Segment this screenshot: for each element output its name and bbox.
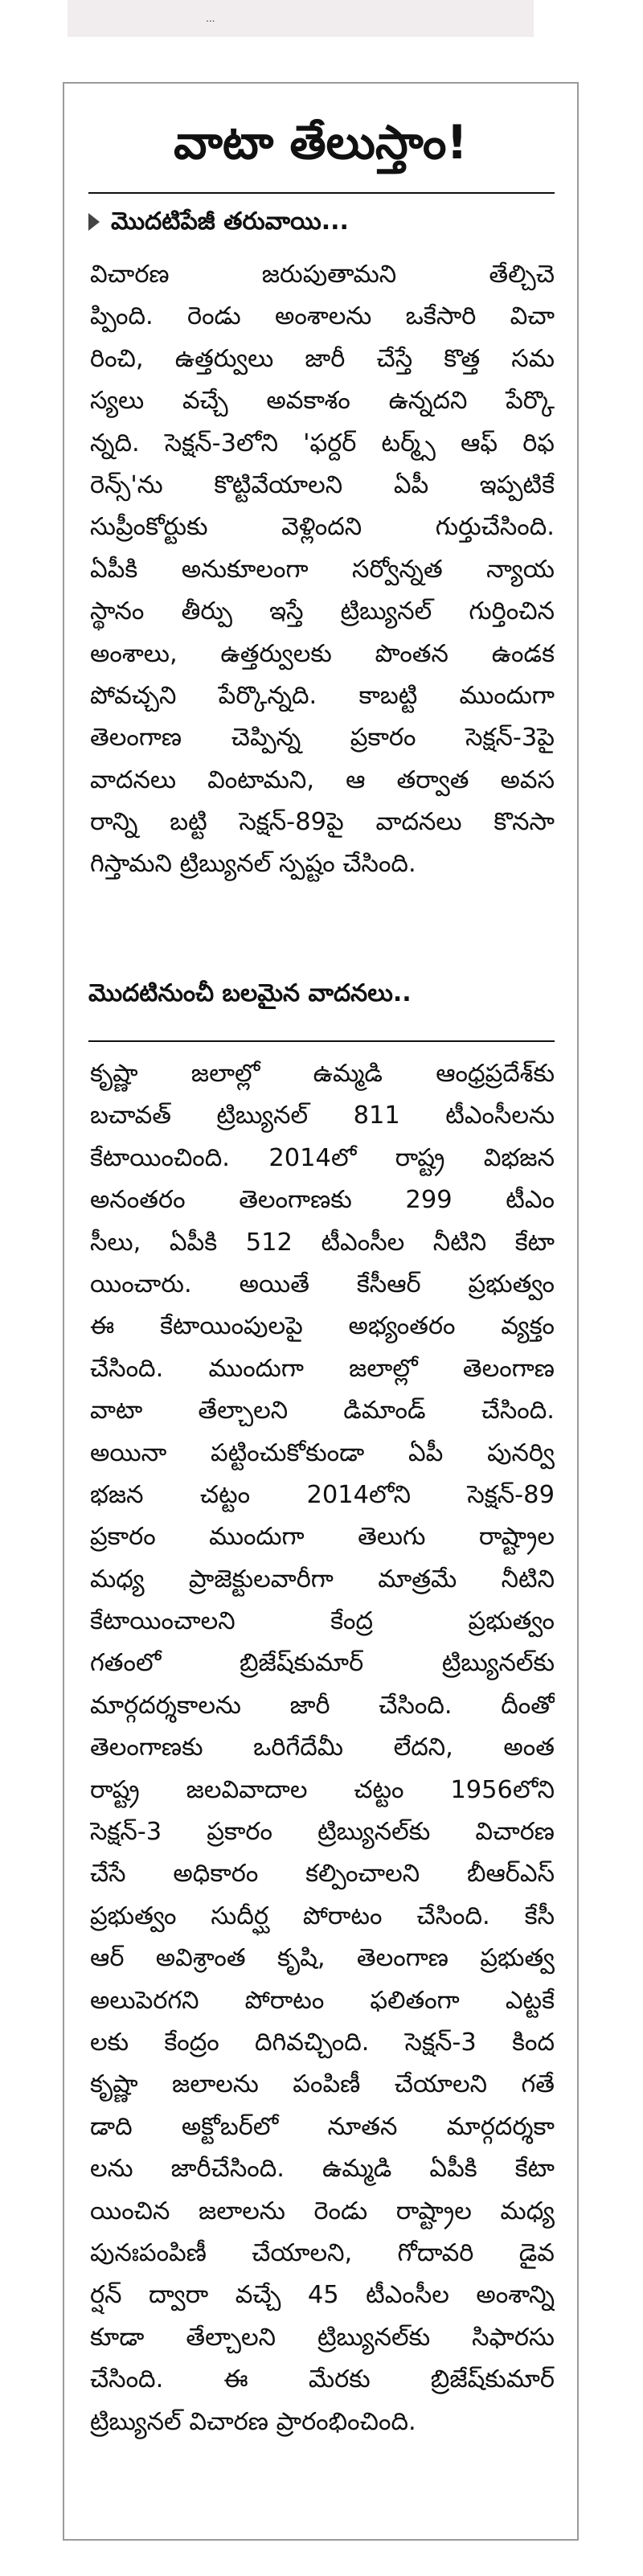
text-line: ర్షన్ ద్వారా వచ్చే 45 టీఎంసీల అంశాన్ని [90,2281,555,2310]
previous-article-strip [68,0,534,37]
previous-article-text: ... [206,14,215,23]
article-box [63,82,579,2541]
text-line: కృష్ణా జలాల్లో ఉమ్మడి ఆంధ్రప్రదేశ్‌కు [90,1060,555,1088]
text-line: న్నది. సెక్షన్-3లోని 'ఫర్దర్ టర్మ్స్ ఆఫ్ రిఫ [90,429,555,457]
text-line: డాది అక్టోబర్‌లో నూతన మార్గదర్శకా [90,2112,555,2141]
text-line: కేటాయించింది. 2014లో రాష్ట్ర విభజన [90,1143,555,1172]
text-line: యించారు. అయితే కేసీఆర్ ప్రభుత్వం [90,1270,555,1298]
text-line: భజన చట్టం 2014లోని సెక్షన్-89 [90,1480,555,1509]
text-line: ఆర్ అవిశ్రాంత కృషి, తెలంగాణ ప్రభుత్వ [90,1944,555,1973]
text-line: ప్పింది. రెండు అంశాలను ఒకేసారి విచా [90,302,555,331]
article-headline: వాటా తేలుస్తాం! [174,115,468,170]
headline-divider [88,192,555,194]
text-line: వాదనలు వింటామని, ఆ తర్వాత అవస [90,765,555,794]
text-line: లకు కేంద్రం దిగివచ్చింది. సెక్షన్-3 కింద [90,2028,555,2057]
section-heading: మొదటినుంచీ బలమైన వాదనలు.. [88,979,412,1007]
text-line: గిస్తామని ట్రిబ్యునల్ స్పష్టం చేసింది. [90,850,416,879]
text-line: వాటా తేల్చాలని డిమాండ్ చేసింది. [90,1397,555,1425]
text-line: మధ్య ప్రాజెక్టులవారీగా మాత్రమే నీటిని [90,1565,555,1594]
text-line: ప్రభుత్వం సుదీర్ఘ పోరాటం చేసింది. కేసీ [90,1901,555,1930]
text-line: పునఃపంపిణీ చేయాలని, గోదావరి డైవ [90,2238,555,2267]
text-line: అంశాలు, ఉత్తర్వులకు పొంతన ఉండక [90,639,555,668]
text-line: తెలంగాణ చెప్పిన్న ప్రకారం సెక్షన్-3పై [90,724,555,753]
text-line: ఈ కేటాయింపులపై అభ్యంతరం వ్యక్తం [90,1312,555,1341]
text-line: కేటాయించాలని కేంద్ర ప్రభుత్వం [90,1607,555,1636]
text-line: సుప్రీంకోర్టుకు వెళ్లిందని గుర్తుచేసింది. [90,513,555,542]
text-line: ట్రిబ్యునల్ విచారణ ప్రారంభించింది. [90,2407,416,2436]
text-line: చేసే అధికారం కల్పించాలని బీఆర్ఎస్ [90,1860,555,1889]
text-line: రించి, ఉత్తర్వులు జారీ చేస్తే కొత్త సమ [90,344,555,373]
text-line: రెన్స్'ను కొట్టివేయాలని ఏపీ ఇప్పటికే [90,470,555,499]
chevron-right-icon [88,213,100,231]
text-line: ఏపీకి అనుకూలంగా సర్వోన్నత న్యాయ [90,555,555,584]
continuation-label-text: మొదటిపేజీ తరువాయి... [111,207,349,236]
text-line: గతంలో బ్రిజేష్‌కుమార్ ట్రిబ్యునల్‌కు [90,1649,555,1678]
text-line: స్యలు వచ్చే అవకాశం ఉన్నదని పేర్కొ [90,387,555,416]
text-line: స్థానం తీర్పు ఇస్తే ట్రిబ్యునల్ గుర్తించిన [90,597,555,626]
text-line: కూడా తేల్చాలని ట్రిబ్యునల్‌కు సిఫారసు [90,2323,555,2352]
text-line: రాన్ని బట్టి సెక్షన్-89పై వాదనలు కొనసా [90,808,555,837]
section-divider [88,1040,555,1042]
text-line: అయినా పట్టించుకోకుండా ఏపీ పునర్వి [90,1438,555,1467]
text-line: బచావత్ ట్రిబ్యునల్ 811 టీఎంసీలను [90,1101,555,1130]
text-line: సెక్షన్-3 ప్రకారం ట్రిబ్యునల్‌కు విచారణ [90,1818,555,1847]
text-line: పోవచ్చని పేర్కొన్నది. కాబట్టి ముందుగా [90,681,555,710]
text-line: యించిన జలాలను రెండు రాష్ట్రాల మధ్య [90,2197,555,2225]
text-line: లను జారీచేసింది. ఉమ్మడి ఏపీకి కేటా [90,2155,555,2184]
text-line: చేసింది. ముందుగా జలాల్లో తెలంగాణ [90,1354,555,1383]
text-line: రాష్ట్ర జలవివాదాల చట్టం 1956లోని [90,1775,555,1804]
text-line: మార్గదర్శకాలను జారీ చేసింది. దీంతో [90,1691,555,1720]
text-line: ప్రకారం ముందుగా తెలుగు రాష్ట్రాల [90,1523,555,1552]
text-line: కృష్ణా జలాలను పంపిణీ చేయాలని గతే [90,2070,555,2099]
paragraph-1 [90,254,555,886]
text-line: విచారణ జరుపుతామని తేల్చిచె [90,260,555,289]
text-line: చేసింది. ఈ మేరకు బ్రిజేష్‌కుమార్ [90,2365,555,2394]
text-line: సీలు, ఏపీకి 512 టీఎంసీల నీటిని కేటా [90,1228,555,1257]
text-line: అలుపెరగని పోరాటం ఫలితంగా ఎట్టకే [90,1986,555,2015]
text-line: అనంతరం తెలంగాణకు 299 టీఎం [90,1186,555,1215]
continuation-label [88,204,555,240]
text-line: తెలంగాణకు ఒరిగేదేమీ లేదని, అంత [90,1733,555,1762]
paragraph-2 [90,1053,555,2443]
